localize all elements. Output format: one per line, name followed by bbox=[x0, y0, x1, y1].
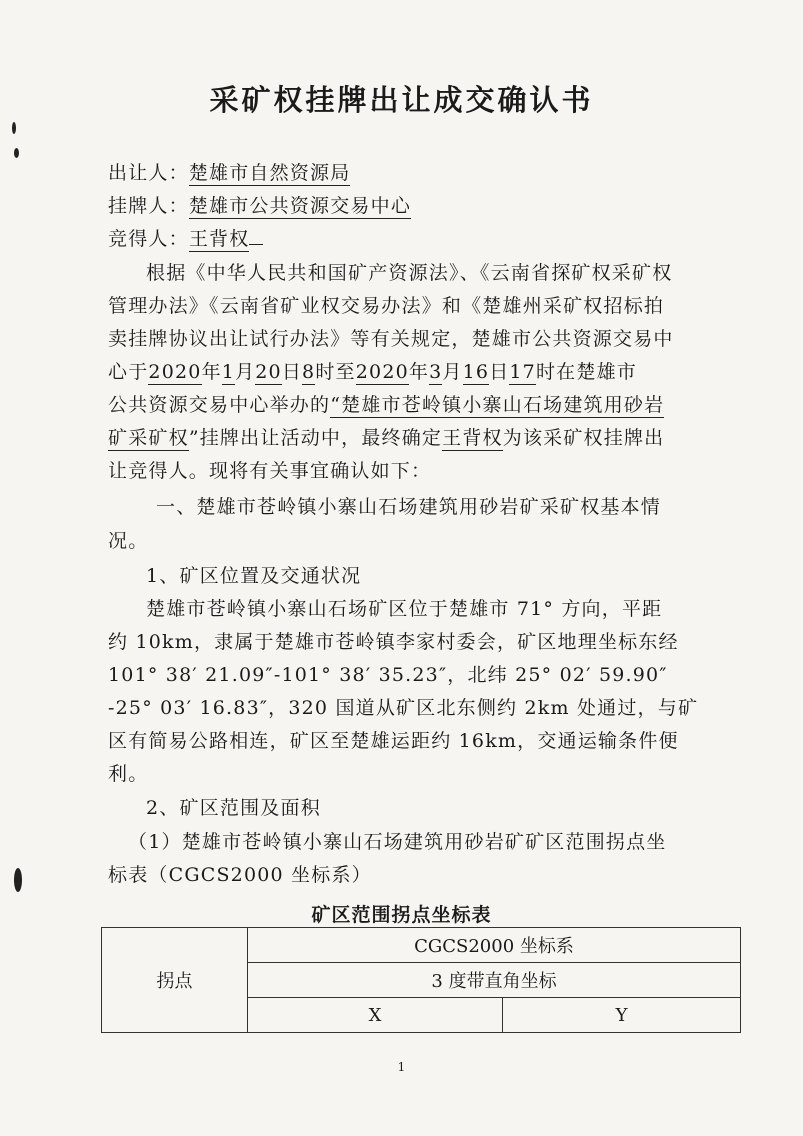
location-line: 101° 38′ 21.09″-101° 38′ 35.23″，北纬 25° 02′ 59.90″ bbox=[108, 664, 668, 686]
text: 心于 bbox=[108, 361, 149, 383]
table-title: 矿区范围拐点坐标表 bbox=[311, 904, 492, 926]
location-line: 区有简易公路相连，矿区至楚雄运距约 16km，交通运输条件便 bbox=[108, 730, 679, 752]
start-month: 1 bbox=[221, 361, 236, 383]
start-hour: 8 bbox=[302, 361, 316, 383]
intro-line-dates bbox=[108, 357, 637, 384]
location-line: 约 10km，隶属于楚雄市苍岭镇李家村委会，矿区地理坐标东经 bbox=[108, 631, 679, 653]
transferor-line bbox=[108, 158, 350, 185]
section1-line: 况。 bbox=[108, 530, 149, 552]
start-year: 2020 bbox=[148, 361, 202, 383]
winner-name: 王背权 bbox=[442, 427, 503, 449]
text: 日 bbox=[489, 361, 510, 383]
document-title: 采矿权挂牌出让成交确认书 bbox=[209, 83, 594, 117]
y-header: Y bbox=[503, 998, 741, 1033]
bidder-label: 竞得人： bbox=[108, 228, 189, 250]
table-row bbox=[102, 928, 741, 963]
coordinate-table bbox=[101, 927, 741, 1033]
system-header: CGCS2000 坐标系 bbox=[248, 928, 741, 963]
point-header: 拐点 bbox=[102, 928, 248, 1033]
subsystem-header: 3 度带直角坐标 bbox=[248, 963, 741, 998]
location-line: -25° 03′ 16.83″，320 国道从矿区北东侧约 2km 处通过，与矿 bbox=[108, 697, 699, 719]
start-day: 20 bbox=[255, 361, 282, 383]
end-hour: 17 bbox=[509, 361, 536, 383]
text: 公共资源交易中心举办的 bbox=[108, 394, 331, 416]
bidder-line bbox=[108, 224, 263, 251]
page-number: 1 bbox=[397, 1060, 406, 1074]
text: 时在楚雄市 bbox=[535, 361, 637, 383]
lister-value: 楚雄市公共资源交易中心 bbox=[188, 195, 412, 217]
text: 月 bbox=[235, 361, 256, 383]
sub2-item-line: （1）楚雄市苍岭镇小寨山石场建筑用砂岩矿矿区范围拐点坐 bbox=[128, 831, 667, 853]
transferor-value: 楚雄市自然资源局 bbox=[188, 162, 351, 184]
text: 年 bbox=[201, 361, 222, 383]
intro-line: 根据《中华人民共和国矿产资源法》、《云南省探矿权采矿权 bbox=[146, 262, 673, 284]
sub2-heading: 2、矿区范围及面积 bbox=[146, 797, 321, 819]
end-day: 16 bbox=[462, 361, 490, 383]
scan-mark bbox=[14, 868, 22, 892]
intro-line bbox=[108, 390, 664, 417]
project-name-part2: 矿采矿权 bbox=[108, 427, 189, 449]
text: 日 bbox=[281, 361, 303, 383]
x-header: X bbox=[248, 998, 503, 1033]
section1-line: 一、楚雄市苍岭镇小寨山石场建筑用砂岩矿采矿权基本情 bbox=[156, 496, 662, 518]
lister-label: 挂牌人： bbox=[108, 195, 189, 217]
text: 时至 bbox=[315, 361, 356, 383]
scan-mark bbox=[14, 148, 19, 158]
text: ”挂牌出让活动中，最终确定 bbox=[188, 427, 443, 449]
text: 年 bbox=[408, 361, 430, 383]
location-line: 楚雄市苍岭镇小寨山石场矿区位于楚雄市 71° 方向，平距 bbox=[146, 598, 663, 620]
transferor-label: 出让人： bbox=[108, 162, 189, 184]
location-line: 利。 bbox=[108, 763, 149, 785]
sub2-item-line: 标表（CGCS2000 坐标系） bbox=[108, 864, 372, 886]
end-month: 3 bbox=[429, 361, 443, 383]
sub1-heading: 1、矿区位置及交通状况 bbox=[146, 565, 362, 587]
bidder-value: 王背权 bbox=[188, 228, 250, 250]
text: 月 bbox=[442, 361, 463, 383]
lister-line bbox=[108, 191, 411, 218]
project-name-part1: “楚雄市苍岭镇小寨山石场建筑用砂岩 bbox=[330, 394, 665, 416]
text: 为该采矿权挂牌出 bbox=[502, 427, 665, 449]
intro-line: 卖挂牌协议出让试行办法》等有关规定，楚雄市公共资源交易中 bbox=[108, 328, 674, 350]
intro-line bbox=[108, 423, 664, 450]
end-year: 2020 bbox=[355, 361, 409, 383]
intro-line: 管理办法》《云南省矿业权交易办法》和《楚雄州采矿权招标拍 bbox=[108, 295, 665, 317]
intro-line: 让竞得人。现将有关事宜确认如下： bbox=[108, 460, 432, 482]
scan-mark bbox=[12, 122, 16, 134]
